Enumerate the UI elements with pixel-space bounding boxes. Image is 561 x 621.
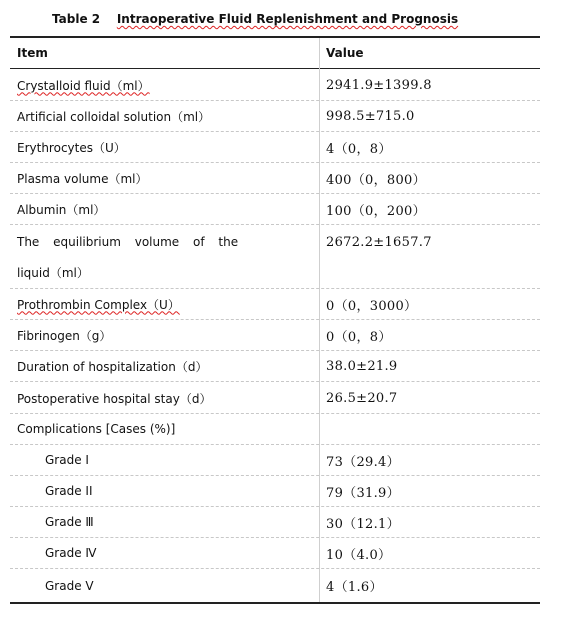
- table-row: [10, 476, 540, 507]
- row-item: Crystalloid fluid（ml）: [17, 78, 150, 93]
- row-value: 998.5±715.0: [326, 108, 415, 124]
- row-value: 26.5±20.7: [326, 390, 398, 406]
- row-value: 10（4.0）: [326, 547, 392, 563]
- row-value: 100（0，200）: [326, 203, 426, 219]
- table-row: [10, 132, 540, 163]
- row-value: 0（0，8）: [326, 329, 392, 345]
- table-row: [10, 538, 540, 569]
- row-value: 4（0，8）: [326, 141, 392, 157]
- row-item: Grade Ⅳ: [45, 546, 97, 560]
- row-value: 30（12.1）: [326, 516, 400, 532]
- table-row: [10, 507, 540, 538]
- header-value: Value: [326, 46, 364, 60]
- row-item: Grade Ⅲ: [45, 515, 94, 529]
- table-row: [10, 351, 540, 382]
- row-item: Grade Ⅰ: [45, 453, 89, 467]
- table-top-rule: [10, 36, 540, 38]
- row-value: 400（0，800）: [326, 172, 426, 188]
- row-item: [17, 227, 238, 289]
- row-item-line: liquid（ml）: [17, 266, 89, 280]
- table-caption: [52, 12, 458, 26]
- row-item: Grade Ⅴ: [45, 578, 94, 593]
- header-item: Item: [17, 46, 48, 60]
- row-item: Complications [Cases (%)]: [17, 422, 176, 436]
- row-value: 0（0，3000）: [326, 298, 418, 314]
- table-label: Table 2: [52, 12, 101, 26]
- row-value: 73（29.4）: [326, 454, 400, 470]
- table-row: [10, 445, 540, 476]
- table-row: [10, 320, 540, 351]
- table-row: [10, 101, 540, 132]
- row-item: Fibrinogen（g）: [17, 328, 112, 343]
- row-item: Artificial colloidal solution（ml）: [17, 109, 211, 124]
- row-value: 79（31.9）: [326, 485, 400, 501]
- table-header-rule: [10, 68, 540, 69]
- row-item: Albumin（ml）: [17, 202, 106, 217]
- table-row: [10, 383, 540, 414]
- table-bottom-rule: [10, 602, 540, 604]
- row-value: 2672.2±1657.7: [326, 235, 432, 250]
- row-value: 4（1.6）: [326, 580, 383, 595]
- row-item: Postoperative hospital stay（d）: [17, 391, 212, 406]
- table-row: [10, 289, 540, 320]
- table-row: [10, 163, 540, 194]
- table-row: [10, 194, 540, 225]
- row-item: Prothrombin Complex（U）: [17, 297, 180, 312]
- row-item: Plasma volume（ml）: [17, 171, 148, 186]
- row-item: Duration of hospitalization（d）: [17, 359, 208, 374]
- table-row: [10, 227, 540, 289]
- row-item-line: The equilibrium volume of the: [17, 235, 239, 249]
- row-item: Erythrocytes（U）: [17, 140, 126, 155]
- row-value: 38.0±21.9: [326, 358, 398, 374]
- row-value: 2941.9±1399.8: [326, 77, 432, 93]
- table-title: Intraoperative Fluid Replenishment and Prognosis: [116, 12, 459, 26]
- table-row: [10, 414, 540, 445]
- row-item: Grade II: [45, 484, 93, 498]
- table-row: [10, 70, 540, 101]
- table-row: [10, 570, 540, 601]
